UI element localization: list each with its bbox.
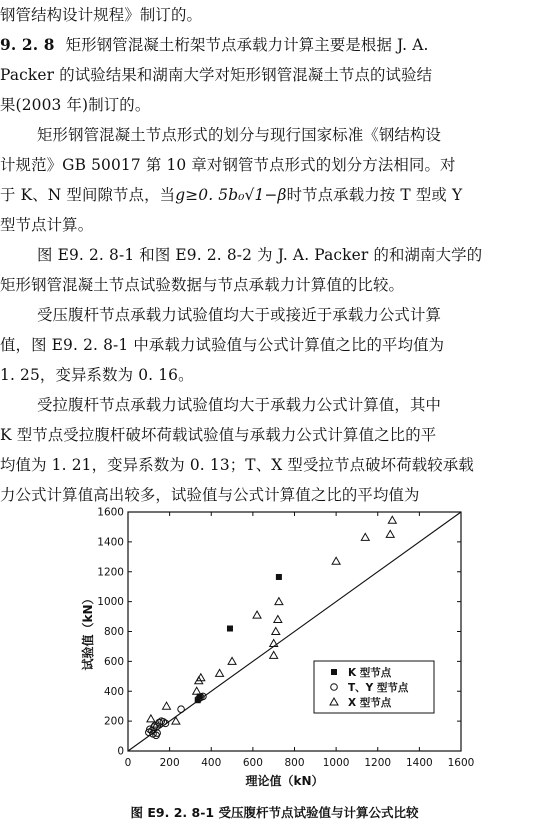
y-axis-title: 试验值（kN） bbox=[81, 592, 95, 671]
data-point-series-3 bbox=[388, 516, 396, 523]
y-tick-label: 1200 bbox=[97, 566, 124, 579]
text-line-9: 图 E9. 2. 8-1 和图 E9. 2. 8-2 为 J. A. Packer 的和湖南大学的 bbox=[37, 246, 483, 264]
text-line-4: 果(2003 年)制订的。 bbox=[0, 96, 151, 114]
data-point-series-3 bbox=[361, 533, 369, 540]
figure-caption: 图 E9. 2. 8-1 受压腹杆节点试验值与计算公式比较 bbox=[130, 805, 419, 820]
x-tick-label: 0 bbox=[124, 757, 132, 769]
x-axis-title: 理论值（kN） bbox=[245, 774, 324, 788]
text-line-10: 矩形钢管混凝土节点试验数据与节点承载力计算值的比较。 bbox=[0, 276, 405, 294]
legend-label: T、Y 型节点 bbox=[348, 682, 409, 694]
text-line-11: 受压腹杆节点承载力试验值均大于或接近于承载力公式计算 bbox=[37, 306, 442, 324]
text-line-7-b: 时节点承载力按 T 型或 Y bbox=[286, 186, 463, 204]
text-line-2-body: 矩形钢管混凝土桁架节点承载力计算主要是根据 J. A. bbox=[65, 36, 429, 54]
y-tick-label: 1600 bbox=[97, 506, 124, 519]
y-tick-label: 0 bbox=[117, 745, 124, 758]
text-line-5: 矩形钢管混凝土节点形式的划分与现行国家标准《钢结构设 bbox=[37, 126, 442, 144]
reference-line bbox=[128, 512, 461, 751]
data-point-series-3 bbox=[163, 702, 171, 709]
x-tick-label: 400 bbox=[201, 757, 222, 769]
formula: g≥0. 5b₀√1−β bbox=[175, 186, 287, 204]
legend-label: K 型节点 bbox=[348, 667, 392, 679]
x-tick-label: 1200 bbox=[364, 757, 392, 769]
y-tick-label: 600 bbox=[103, 655, 124, 668]
legend-marker bbox=[331, 669, 337, 675]
x-tick-label: 1000 bbox=[322, 757, 350, 769]
y-tick-label: 1400 bbox=[97, 536, 124, 549]
y-tick-label: 1000 bbox=[97, 596, 124, 609]
text-line-7-a: 于 K、N 型间隙节点，当 bbox=[0, 186, 176, 204]
text-line-17: 力公式计算值高出较多，试验值与公式计算值之比的平均值为 bbox=[0, 486, 420, 504]
data-point-series-2 bbox=[178, 706, 185, 713]
text-line-3: Packer 的试验结果和湖南大学对矩形钢管混凝土节点的试验结 bbox=[0, 66, 433, 84]
text-line-6: 计规范》GB 50017 第 10 章对钢管节点形式的划分方法相同。对 bbox=[0, 156, 456, 174]
data-point-series-3 bbox=[270, 639, 278, 646]
y-tick-label: 200 bbox=[103, 715, 124, 728]
y-tick-label: 400 bbox=[103, 685, 124, 698]
data-point-series-3 bbox=[270, 651, 278, 658]
text-line-15: K 型节点受拉腹杆破坏荷载试验值与承载力公式计算值之比的平 bbox=[0, 426, 437, 444]
data-point-series-3 bbox=[386, 530, 394, 537]
section-number: 9. 2. 8 bbox=[0, 36, 55, 54]
x-tick-label: 1400 bbox=[406, 757, 433, 769]
data-point-series-1 bbox=[227, 626, 233, 632]
data-point-series-3 bbox=[228, 657, 236, 664]
data-point-series-1 bbox=[276, 574, 282, 580]
text-line-16: 均值为 1. 21，变异系数为 0. 13；T、X 型受拉节点破坏荷载较承载 bbox=[0, 456, 474, 474]
x-tick-label: 1600 bbox=[447, 757, 475, 769]
data-point-series-3 bbox=[272, 628, 280, 635]
legend-label: X 型节点 bbox=[348, 697, 392, 709]
text-line-8: 型节点计算。 bbox=[0, 216, 94, 234]
data-point-series-3 bbox=[216, 669, 224, 676]
text-line-1: 钢管结构设计规程》制订的。 bbox=[0, 6, 203, 24]
data-point-series-3 bbox=[253, 611, 261, 618]
data-point-series-3 bbox=[332, 557, 340, 564]
x-tick-label: 800 bbox=[284, 757, 305, 769]
text-line-14: 受拉腹杆节点承载力试验值均大于承载力公式计算值，其中 bbox=[37, 396, 442, 414]
data-point-series-3 bbox=[275, 598, 283, 605]
y-tick-label: 800 bbox=[103, 626, 124, 638]
x-tick-label: 600 bbox=[242, 757, 263, 769]
data-point-series-3 bbox=[193, 687, 201, 694]
data-point-series-3 bbox=[274, 616, 282, 623]
text-line-13: 1. 25，变异系数为 0. 16。 bbox=[0, 366, 194, 384]
x-tick-label: 200 bbox=[159, 757, 180, 769]
text-line-12: 值，图 E9. 2. 8-1 中承载力试验值与公式计算值之比的平均值为 bbox=[0, 336, 445, 354]
data-point-series-3 bbox=[147, 715, 155, 722]
